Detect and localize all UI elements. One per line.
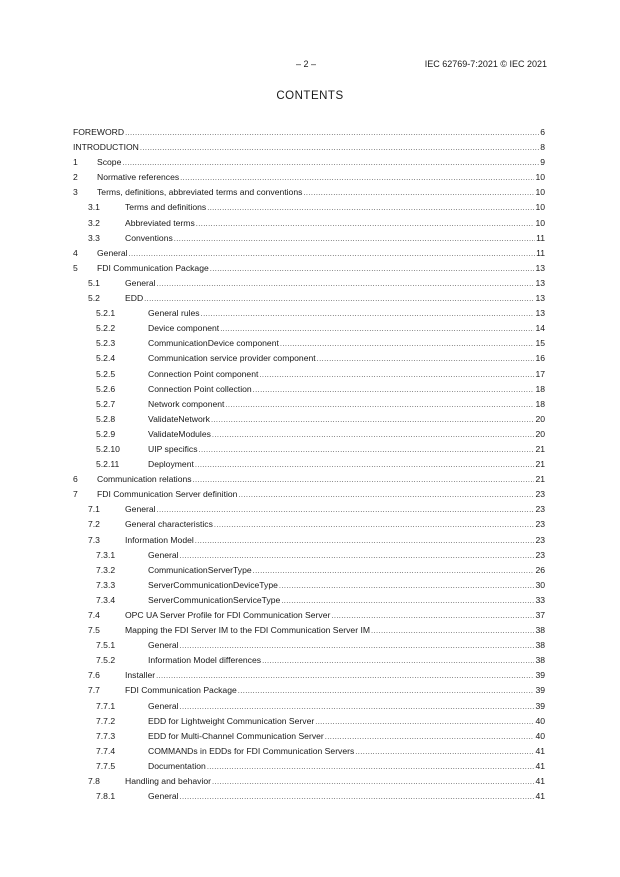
toc-entry[interactable]	[73, 367, 545, 382]
toc-entry[interactable]	[73, 774, 545, 789]
toc-entry[interactable]	[73, 653, 545, 668]
toc-entry-title: FDI Communication Package	[125, 685, 237, 696]
toc-entry-page: 13	[535, 277, 545, 288]
dot-leader	[144, 291, 534, 306]
toc-entry-page: 39	[535, 685, 545, 696]
toc-entry-title: Deployment	[148, 459, 194, 470]
toc-entry[interactable]	[73, 457, 545, 472]
toc-entry-title: UIP specifics	[148, 443, 198, 454]
toc-entry[interactable]	[73, 517, 545, 532]
toc-entry-page: 10	[535, 217, 545, 228]
dot-leader	[180, 789, 535, 804]
toc-entry-title: Terms, definitions, abbreviated terms and conventions	[97, 187, 303, 198]
toc-entry-page: 21	[535, 474, 545, 485]
toc-entry[interactable]	[73, 397, 545, 412]
toc-entry-title: Communication relations	[97, 474, 192, 485]
toc-entry-page: 39	[535, 700, 545, 711]
dot-leader	[315, 714, 534, 729]
toc-entry-page: 8	[540, 142, 545, 153]
toc-entry-page: 23	[535, 549, 545, 560]
toc-entry[interactable]	[73, 155, 545, 170]
toc-entry[interactable]	[73, 608, 545, 623]
toc-entry[interactable]	[73, 623, 545, 638]
toc-entry[interactable]	[73, 336, 545, 351]
toc-entry-number: 7.3.1	[96, 549, 116, 560]
toc-entry-page: 9	[540, 157, 545, 168]
toc-entry-title: COMMANDs in EDDs for FDI Communication Servers	[148, 745, 355, 756]
toc-entry[interactable]	[73, 246, 545, 261]
dot-leader	[174, 231, 535, 246]
toc-entry-number: 5.2.7	[96, 398, 116, 409]
toc-entry-page: 17	[535, 368, 545, 379]
toc-entry-number: 7	[73, 489, 78, 500]
dot-leader	[325, 729, 535, 744]
toc-entry[interactable]	[73, 321, 545, 336]
toc-entry-number: 5.2.1	[96, 308, 116, 319]
toc-entry-page: 21	[535, 443, 545, 454]
toc-entry-page: 41	[535, 745, 545, 756]
toc-entry-number: 5.2.11	[96, 459, 120, 470]
toc-entry-title: FDI Communication Server definition	[97, 489, 238, 500]
toc-entry-title: Abbreviated terms	[125, 217, 195, 228]
toc-entry-page: 38	[535, 655, 545, 666]
toc-entry-title: FDI Communication Package	[97, 262, 209, 273]
dot-leader	[279, 578, 535, 593]
toc-entry[interactable]	[73, 578, 545, 593]
toc-entry[interactable]	[73, 306, 545, 321]
toc-entry[interactable]	[73, 351, 545, 366]
toc-entry-number: 5.2.3	[96, 338, 116, 349]
toc-entry-page: 26	[535, 564, 545, 575]
toc-entry-page: 10	[535, 202, 545, 213]
toc-entry-number: 7.1	[88, 504, 100, 515]
dot-leader	[212, 774, 534, 789]
toc-entry[interactable]	[73, 472, 545, 487]
toc-entry-number: 7.8	[88, 776, 100, 787]
toc-entry[interactable]	[73, 276, 545, 291]
toc-entry-page: 37	[535, 610, 545, 620]
toc-entry-title: INTRODUCTION	[73, 142, 139, 153]
dot-leader	[220, 321, 534, 336]
toc-entry[interactable]	[73, 487, 545, 502]
toc-entry-page: 14	[535, 323, 545, 334]
toc-entry[interactable]	[73, 638, 545, 653]
toc-entry-title: Device component	[148, 323, 220, 334]
toc-entry[interactable]	[73, 200, 545, 215]
toc-entry[interactable]	[73, 140, 545, 155]
toc-entry[interactable]	[73, 442, 545, 457]
table-of-contents	[73, 125, 545, 804]
toc-entry-number: 3.1	[88, 202, 100, 213]
toc-entry-page: 39	[535, 670, 545, 681]
toc-entry-title: Normative references	[97, 172, 180, 183]
toc-entry-page: 38	[535, 640, 545, 651]
toc-entry[interactable]	[73, 759, 545, 774]
toc-entry-title: Terms and definitions	[125, 202, 207, 213]
toc-entry-page: 38	[535, 625, 545, 636]
toc-entry-number: 5.2.9	[96, 428, 116, 439]
dot-leader	[195, 533, 535, 548]
toc-entry[interactable]	[73, 548, 545, 563]
toc-entry[interactable]	[73, 427, 545, 442]
toc-entry-number: 7.5.2	[96, 655, 116, 666]
toc-entry-title: General	[148, 549, 179, 560]
dot-leader	[238, 487, 534, 502]
dot-leader	[211, 412, 535, 427]
toc-entry-number: 2	[73, 172, 78, 183]
toc-entry-number: 6	[73, 474, 78, 485]
toc-entry-title: Scope	[97, 157, 122, 168]
toc-entry-number: 7.7.3	[96, 730, 116, 741]
dot-leader	[262, 653, 534, 668]
toc-entry-number: 5.2.6	[96, 383, 116, 394]
toc-entry-number: 5.1	[88, 277, 100, 288]
toc-entry-page: 20	[535, 413, 545, 424]
toc-entry-page: 13	[535, 262, 545, 273]
dot-leader	[355, 744, 534, 759]
toc-entry[interactable]	[73, 170, 545, 185]
dot-leader	[238, 683, 535, 698]
toc-entry-number: 1	[73, 157, 78, 168]
toc-entry-title: CommunicationDevice component	[148, 338, 279, 349]
toc-entry-number: 7.5.1	[96, 640, 116, 651]
toc-entry-page: 13	[535, 308, 545, 319]
toc-entry-number: 7.7.4	[96, 745, 116, 756]
toc-entry-title: FOREWORD	[73, 127, 125, 137]
toc-entry-page: 18	[535, 383, 545, 394]
dot-leader	[303, 185, 534, 200]
toc-entry[interactable]	[73, 593, 545, 608]
toc-entry-page: 16	[535, 353, 545, 364]
toc-entry[interactable]	[73, 789, 545, 804]
toc-entry-title: General	[125, 504, 156, 515]
dot-leader	[140, 140, 539, 155]
toc-entry-title: Information Model	[125, 534, 194, 545]
toc-entry-title: ValidateNetwork	[148, 413, 210, 424]
toc-entry-title: General	[148, 640, 179, 651]
toc-entry-page: 41	[535, 760, 545, 771]
toc-entry-number: 7.3.4	[96, 594, 116, 605]
toc-entry[interactable]	[73, 502, 545, 517]
dot-leader	[196, 216, 535, 231]
toc-entry-number: 3.3	[88, 232, 100, 243]
toc-entry-number: 7.2	[88, 519, 100, 530]
dot-leader	[201, 306, 535, 321]
toc-entry[interactable]	[73, 382, 545, 397]
toc-entry-title: ServerCommunicationServiceType	[148, 594, 281, 605]
toc-entry-title: Installer	[125, 670, 156, 681]
dot-leader	[157, 502, 535, 517]
dot-leader	[317, 351, 535, 366]
dot-leader	[280, 336, 535, 351]
page-title: CONTENTS	[276, 90, 344, 102]
toc-entry[interactable]	[73, 668, 545, 683]
dot-leader	[180, 548, 535, 563]
dot-leader	[225, 397, 534, 412]
dot-leader	[195, 457, 535, 472]
toc-entry-page: 30	[535, 579, 545, 590]
toc-entry-title: Conventions	[125, 232, 173, 243]
toc-entry[interactable]	[73, 231, 545, 246]
dot-leader	[253, 563, 535, 578]
toc-entry-page: 20	[535, 428, 545, 439]
toc-entry-page: 10	[535, 187, 545, 198]
toc-entry-number: 7.4	[88, 610, 100, 620]
toc-entry[interactable]	[73, 185, 545, 200]
toc-entry[interactable]	[73, 291, 545, 306]
dot-leader	[210, 261, 535, 276]
dot-leader	[371, 623, 534, 638]
toc-entry-number: 7.8.1	[96, 791, 116, 802]
standard-reference: IEC 62769-7:2021 © IEC 2021	[424, 59, 547, 69]
dot-leader	[199, 442, 535, 457]
toc-entry-number: 5.2.4	[96, 353, 116, 364]
toc-entry-title: General	[125, 277, 156, 288]
toc-entry-title: Network component	[148, 398, 225, 409]
toc-entry-page: 41	[535, 776, 545, 787]
toc-entry-page: 21	[535, 459, 545, 470]
dot-leader	[214, 517, 535, 532]
toc-entry-title: ServerCommunicationDeviceType	[148, 579, 278, 590]
dot-leader	[125, 125, 539, 140]
page-number: – 2 –	[296, 59, 317, 69]
toc-entry-page: 23	[535, 504, 545, 515]
toc-entry-title: Documentation	[148, 760, 206, 771]
toc-entry-title: Information Model differences	[148, 655, 262, 666]
toc-entry-page: 33	[535, 594, 545, 605]
toc-entry-page: 10	[535, 172, 545, 183]
toc-entry[interactable]	[73, 412, 545, 427]
toc-entry-title: General rules	[148, 308, 200, 319]
toc-entry-number: 5.2.2	[96, 323, 116, 334]
toc-entry[interactable]	[73, 683, 545, 698]
toc-entry-number: 3.2	[88, 217, 100, 228]
toc-entry[interactable]	[73, 699, 545, 714]
toc-entry-number: 4	[73, 247, 78, 258]
toc-entry-page: 41	[535, 791, 545, 802]
dot-leader	[157, 276, 535, 291]
toc-entry-number: 3	[73, 187, 78, 198]
toc-entry-page: 18	[535, 398, 545, 409]
toc-entry-number: 5.2	[88, 293, 100, 304]
toc-entry-title: Mapping the FDI Server IM to the FDI Communication Server IM	[125, 625, 371, 636]
toc-entry-title: EDD	[125, 293, 144, 304]
toc-entry-page: 13	[535, 293, 545, 304]
toc-entry-title: Communication service provider component	[148, 353, 316, 364]
toc-entry[interactable]	[73, 714, 545, 729]
toc-entry-title: General characteristics	[125, 519, 213, 530]
toc-entry-number: 7.5	[88, 625, 100, 636]
toc-entry-number: 7.7.2	[96, 715, 116, 726]
toc-entry-page: 23	[535, 489, 545, 500]
toc-entry-number: 5.2.5	[96, 368, 116, 379]
dot-leader	[180, 699, 535, 714]
toc-entry-number: 7.3.3	[96, 579, 116, 590]
toc-entry-title: Connection Point collection	[148, 383, 252, 394]
toc-entry-title: General	[148, 791, 179, 802]
toc-entry[interactable]	[73, 216, 545, 231]
toc-entry-number: 7.7.5	[96, 760, 116, 771]
toc-entry-number: 7.6	[88, 670, 100, 681]
toc-entry-number: 5.2.10	[96, 443, 120, 454]
toc-entry-page: 23	[535, 534, 545, 545]
toc-entry[interactable]	[73, 125, 545, 140]
toc-entry-title: Handling and behavior	[125, 776, 212, 787]
toc-entry-page: 40	[535, 715, 545, 726]
toc-entry-number: 5	[73, 262, 78, 273]
toc-entry-page: 40	[535, 730, 545, 741]
dot-leader	[259, 367, 534, 382]
toc-entry-title: ValidateModules	[148, 428, 211, 439]
toc-entry-title: EDD for Lightweight Communication Server	[148, 715, 315, 726]
dot-leader	[156, 668, 534, 683]
toc-entry-number: 7.3	[88, 534, 100, 545]
toc-entry-page: 6	[540, 127, 545, 137]
dot-leader	[331, 608, 534, 623]
toc-entry-page: 15	[535, 338, 545, 349]
toc-entry-title: CommunicationServerType	[148, 564, 252, 575]
dot-leader	[193, 472, 535, 487]
toc-entry-page: 11	[536, 232, 545, 243]
dot-leader	[207, 759, 535, 774]
dot-leader	[180, 170, 534, 185]
toc-entry-title: OPC UA Server Profile for FDI Communication Server	[125, 610, 331, 620]
toc-entry[interactable]	[73, 261, 545, 276]
toc-entry-title: Connection Point component	[148, 368, 259, 379]
dot-leader	[122, 155, 539, 170]
dot-leader	[281, 593, 534, 608]
toc-entry-page: 11	[536, 247, 545, 258]
toc-entry[interactable]	[73, 563, 545, 578]
toc-entry-page: 23	[535, 519, 545, 530]
toc-entry[interactable]	[73, 744, 545, 759]
toc-entry-number: 7.7	[88, 685, 100, 696]
toc-entry-number: 5.2.8	[96, 413, 116, 424]
toc-entry[interactable]	[73, 729, 545, 744]
toc-entry-title: General	[148, 700, 179, 711]
toc-entry-number: 7.3.2	[96, 564, 116, 575]
dot-leader	[207, 200, 534, 215]
dot-leader	[212, 427, 535, 442]
dot-leader	[129, 246, 536, 261]
dot-leader	[180, 638, 535, 653]
toc-entry-title: General	[97, 247, 128, 258]
toc-entry-number: 7.7.1	[96, 700, 116, 711]
dot-leader	[253, 382, 535, 397]
toc-entry-title: EDD for Multi-Channel Communication Server	[148, 730, 324, 741]
toc-entry[interactable]	[73, 533, 545, 548]
